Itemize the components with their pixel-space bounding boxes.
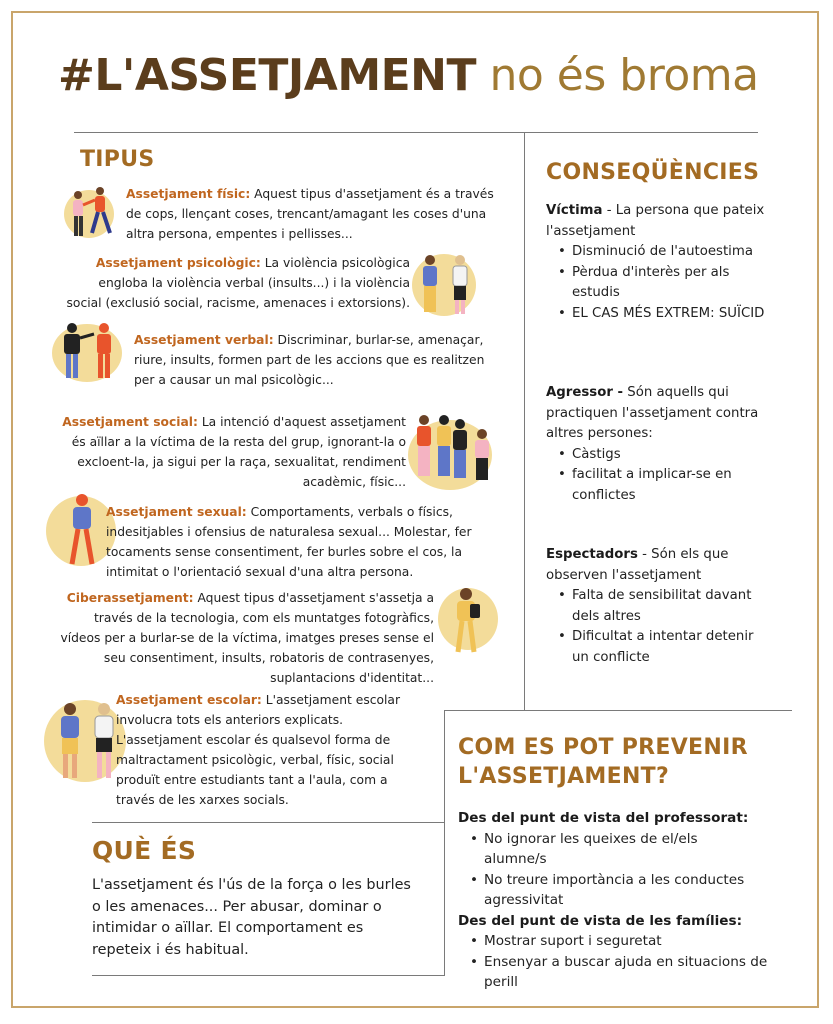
que-es-top-divider (92, 822, 444, 823)
prevent-heading-line1: COM ES POT PREVENIR (458, 735, 748, 760)
page-title (58, 48, 759, 104)
tipus-text: Aquest tipus d'assetjament és a través de cops, llençant coses, trencant/amagant les coses d'una altra persona, empentes i pellisses... (126, 187, 494, 241)
tipus-label: Ciberassetjament: (66, 591, 194, 605)
tipus-social (60, 412, 406, 492)
espectadors-text: - Són els que observen l'assetjament (546, 547, 729, 583)
prevent-heading-line2: L'ASSETJAMENT? (458, 764, 670, 789)
espectadors-block (546, 545, 768, 668)
list-item: • Càstigs (546, 445, 768, 466)
que-es-bottom-divider (92, 975, 444, 976)
victima-intro (546, 201, 766, 242)
list-item: • Mostrar suport i seguretat (458, 931, 768, 952)
tipus-text: Aquest tipus d'assetjament s'assetja a través de la tecnologia, com els muntatges fotogràfics, vídeos per a burlar-se de la víctima, imatges preses sense el seu consentiment, insults, robatoris de contrasenyes, suplantacions d'identitat... (60, 591, 434, 685)
tipus-fisic (126, 184, 506, 244)
tipus-label: Assetjament físic: (126, 187, 251, 201)
tipus-verbal (134, 330, 494, 390)
column-divider (524, 132, 525, 710)
families-heading: Des del punt de vista de les famílies: (458, 912, 743, 929)
list-item: • EL CAS MÉS EXTREM: SUÏCID (546, 304, 766, 325)
victima-block (546, 201, 766, 324)
agressor-list (546, 445, 768, 507)
agressor-text: Són aquells qui practiquen l'assetjament contra altres persones: (546, 385, 759, 441)
list-item: • No ignorar les queixes de el/els alumne/s (458, 829, 768, 870)
title-hashtag: #L'ASSETJAMENT (58, 50, 477, 101)
victima-text: - La persona que pateix l'assetjament (546, 203, 765, 239)
espectadors-label: Espectadors (546, 547, 638, 562)
tipus-label: Assetjament social: (62, 415, 198, 429)
professorat-list (458, 829, 768, 911)
victima-label: Víctima (546, 203, 603, 218)
professorat-heading: Des del punt de vista del professorat: (458, 810, 749, 826)
victima-list (546, 242, 766, 324)
espectadors-intro (546, 545, 768, 586)
tipus-label: Assetjament verbal: (134, 333, 274, 347)
tipus-heading: TIPUS (80, 147, 155, 172)
tipus-label: Assetjament escolar: (116, 693, 262, 707)
list-item: • Ensenyar a buscar ajuda en situacions de perill (458, 952, 768, 993)
top-divider (74, 132, 758, 133)
que-es-text: L'assetjament és l'ús de la força o les burles o les amenaces... Per abusar, dominar o intimidar o aïllar. El comportament es repeteix i és habitual. (92, 877, 411, 958)
tipus-sexual (106, 502, 510, 582)
tipus-text: Discriminar, burlar-se, amenaçar, riure, insults, formen part de les accions que es realitzen per a causar un mal psicològic... (134, 333, 485, 387)
list-item: • Dificultat a intentar detenir un conflicte (546, 627, 768, 668)
tipus-ciber (56, 588, 434, 688)
tipus-text: La intenció d'aquest assetjament és aïllar a la víctima de la resta del grup, ignorant-la o excloent-la, ja sigui per la raça, sexualitat, rendiment acadèmic, físic... (71, 415, 406, 489)
list-item: • facilitat a implicar-se en conflictes (546, 465, 768, 506)
tipus-label: Assetjament sexual: (106, 505, 247, 519)
prevent-box-left-divider (444, 710, 445, 976)
list-item: • Disminució de l'autoestima (546, 242, 766, 263)
agressor-intro (546, 383, 768, 445)
prevent-block (458, 808, 768, 993)
tipus-label: Assetjament psicològic: (95, 256, 261, 270)
tipus-text: Comportaments, verbals o físics, indesitjables i ofensius de naturalesa sexual... Molestar, fer tocaments sense consentiment, fer burles sobre el cos, la intimitat o l'orientació sexual d'una altra persona. (106, 505, 472, 579)
tipus-escolar (116, 690, 428, 810)
tipus-psicologic (60, 253, 410, 313)
consequencies-heading: CONSEQÜÈNCIES (546, 160, 760, 185)
tipus-text: L'assetjament escolar involucra tots els anteriors explicats. L'assetjament escolar és qualsevol forma de maltractament psicològic, verbal, físic, social produït entre estudiants tant a l'aula, com a través de les xarxes socials. (116, 693, 401, 807)
que-es-heading: QUÈ ÉS (92, 836, 197, 865)
agressor-label: Agressor - (546, 385, 624, 400)
espectadors-list (546, 586, 768, 668)
list-item: • No treure importància a les conductes agressivitat (458, 870, 768, 911)
list-item: • Falta de sensibilitat davant dels altres (546, 586, 768, 627)
agressor-block (546, 383, 768, 506)
title-subtitle: no és broma (489, 50, 759, 101)
tipus-text: La violència psicològica engloba la violència verbal (insults...) i la violència social (exclusió social, racisme, amenaces i extorsions). (66, 256, 410, 310)
prevent-box-top-divider (444, 710, 792, 711)
families-list (458, 931, 768, 993)
list-item: • Pèrdua d'interès per als estudis (546, 263, 766, 304)
